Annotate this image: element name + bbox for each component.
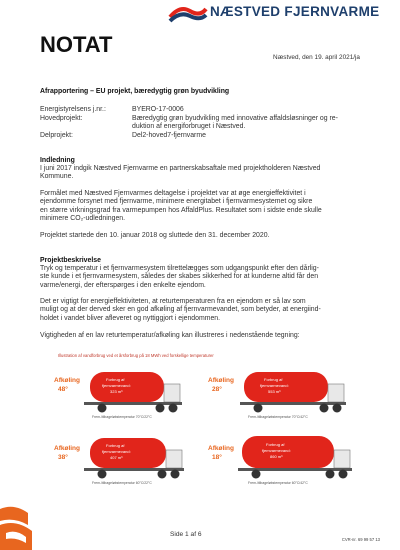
- tank-text: fjernvarmevand:: [102, 449, 131, 454]
- document-title: NOTAT: [40, 32, 113, 57]
- tank-text: Forbrug af: [106, 377, 125, 382]
- wheel-icon: [98, 404, 107, 413]
- page-number: Side 1 af 6: [170, 531, 202, 538]
- temperature-note: Frem-/tilbageløbstemperatur 60°C/42°C: [248, 481, 308, 485]
- logo-wordmark: NÆSTVED FJERNVARME: [210, 4, 380, 19]
- wheel-icon: [169, 404, 178, 413]
- intro-paragraph-2: [40, 190, 358, 224]
- wheel-icon: [339, 470, 348, 479]
- description-paragraph-2: [40, 298, 358, 323]
- wheel-icon: [156, 404, 165, 413]
- text-line: ste kunde i et fjernvarmesystem, således der skabes sikkerhed for at kunderne altid får den: [40, 273, 319, 281]
- section-heading-description: Projektbeskrivelse: [40, 257, 101, 264]
- wheel-icon: [326, 470, 335, 479]
- subject-line: Afrapportering – EU projekt, bæredygtig grøn byudvikling: [40, 88, 230, 95]
- corner-brand-mark-icon: [0, 503, 40, 550]
- truck-illustration: [40, 350, 360, 520]
- truck-cab-icon: [328, 384, 344, 402]
- logo-waves-icon: [168, 3, 208, 23]
- text-line: varme/energi, der efterspørges i den enkelte ejendom.: [40, 281, 206, 289]
- tank-text: 860 m³: [270, 454, 283, 459]
- cooling-label: Afkøling: [208, 445, 234, 452]
- tank-text: 323 m³: [110, 389, 123, 394]
- tank-text: Forbrug af: [106, 443, 125, 448]
- company-logo: [168, 3, 398, 23]
- description-paragraph-3: Vigtigheden af en lav returtemperatur/afkøling kan illustreres i nedenstående tegning:: [40, 332, 300, 339]
- truck-chassis-icon: [84, 468, 184, 471]
- truck-cab-icon: [334, 450, 350, 468]
- text-line: Det er vigtigt for energieffektiviteten, at returtemperaturen fra en ejendom er så lav som: [40, 298, 306, 305]
- temperature-note: Frem-/tilbageløbstemperatur 70°C/22°C: [92, 415, 152, 419]
- text-line: holdet i vandet bliver afleveret og nyttiggjort i ejendommen.: [40, 314, 221, 322]
- text-line: Tryk og temperatur i et fjernvarmesystem tilrettelægges som udgangspunkt efter den dårlig-: [40, 265, 319, 272]
- cooling-value: 38°: [58, 454, 68, 461]
- wheel-icon: [171, 470, 180, 479]
- dateline: Næstved, den 19. april 2021/ja: [272, 54, 360, 61]
- wheel-icon: [333, 404, 342, 413]
- truck-cab-icon: [164, 384, 180, 402]
- meta-value: Del2-hoved7-fjernvarme: [132, 132, 206, 139]
- temperature-note: Frem-/tilbageløbstemperatur 60°C/22°C: [92, 481, 152, 485]
- tank-text: fjernvarmevand:: [102, 383, 131, 388]
- truck-chassis-icon: [84, 402, 182, 405]
- section-heading-intro: Indledning: [40, 157, 75, 164]
- tank-text: fjernvarmevand:: [260, 383, 289, 388]
- meta-value: Bæredygtig grøn byudvikling med innovative affaldsløsninger og re-: [132, 115, 338, 122]
- meta-value: BYERO-17-0006: [132, 106, 184, 113]
- wheel-icon: [252, 470, 261, 479]
- text-line: en større virkningsgrad fra varmepumpen hos AffaldPlus. Resultatet som i sidste ende skulle: [40, 206, 322, 214]
- text-line: Kommune.: [40, 173, 74, 181]
- meta-label: Delprojekt:: [40, 132, 73, 139]
- intro-paragraph-3: Projektet startede den 10. januar 2018 og sluttede den 31. december 2020.: [40, 232, 270, 239]
- meta-label: Energistyrelsens j.nr.:: [40, 106, 106, 113]
- truck-2: [208, 372, 346, 419]
- cooling-label: Afkøling: [54, 445, 80, 452]
- description-paragraph-1: [40, 265, 358, 290]
- tank-text: 553 m³: [268, 389, 281, 394]
- meta-value-continued: duktion af energiforbruget i Næstved.: [132, 123, 246, 130]
- text-line: I juni 2017 indgik Næstved Fjernvarme en partnerskabsaftale med projektholderen Næstved: [40, 165, 321, 172]
- wheel-icon: [98, 470, 107, 479]
- text-line: ejendomme forsynet med fjernvarme, minimere energitabet i fjernvarmesystemet og sikre: [40, 198, 313, 206]
- text-line: muligt og at der derved sker en god afkøling af fjernvarmevandet, som betyder, at energiind-: [40, 306, 321, 314]
- cooling-value: 18°: [212, 454, 222, 461]
- wheel-icon: [158, 470, 167, 479]
- truck-3: [54, 438, 184, 485]
- truck-1: [54, 372, 182, 419]
- cooling-value: 28°: [212, 386, 222, 393]
- illustration-caption: Illustration af vandforbrug ved et årsforbrug på 18 MWh ved forskellige temperaturer: [58, 353, 214, 358]
- tank-text: Forbrug af: [264, 377, 283, 382]
- wheel-icon: [320, 404, 329, 413]
- intro-paragraph-1: [40, 165, 358, 182]
- text-line: Formålet med Næstved Fjernvarmes deltagelse i projektet var at øge energieffektivitet i: [40, 190, 306, 197]
- meta-block: [40, 106, 358, 142]
- text-line: minimere CO₂-udledningen.: [40, 215, 126, 223]
- tank-text: 407 m³: [110, 455, 123, 460]
- cooling-value: 48°: [58, 386, 68, 393]
- truck-cab-icon: [166, 450, 182, 468]
- truck-4: [208, 436, 352, 485]
- cvr-number: CVR-nr. 69 99 57 13: [341, 537, 380, 542]
- tank-text: Forbrug af: [266, 442, 285, 447]
- wheel-icon: [254, 404, 263, 413]
- cooling-label: Afkøling: [54, 377, 80, 384]
- tank-text: fjernvarmevand:: [262, 448, 291, 453]
- meta-label: Hovedprojekt:: [40, 115, 83, 122]
- cooling-label: Afkøling: [208, 377, 234, 384]
- temperature-note: Frem-/tilbageløbstemperatur 70°C/42°C: [248, 415, 308, 419]
